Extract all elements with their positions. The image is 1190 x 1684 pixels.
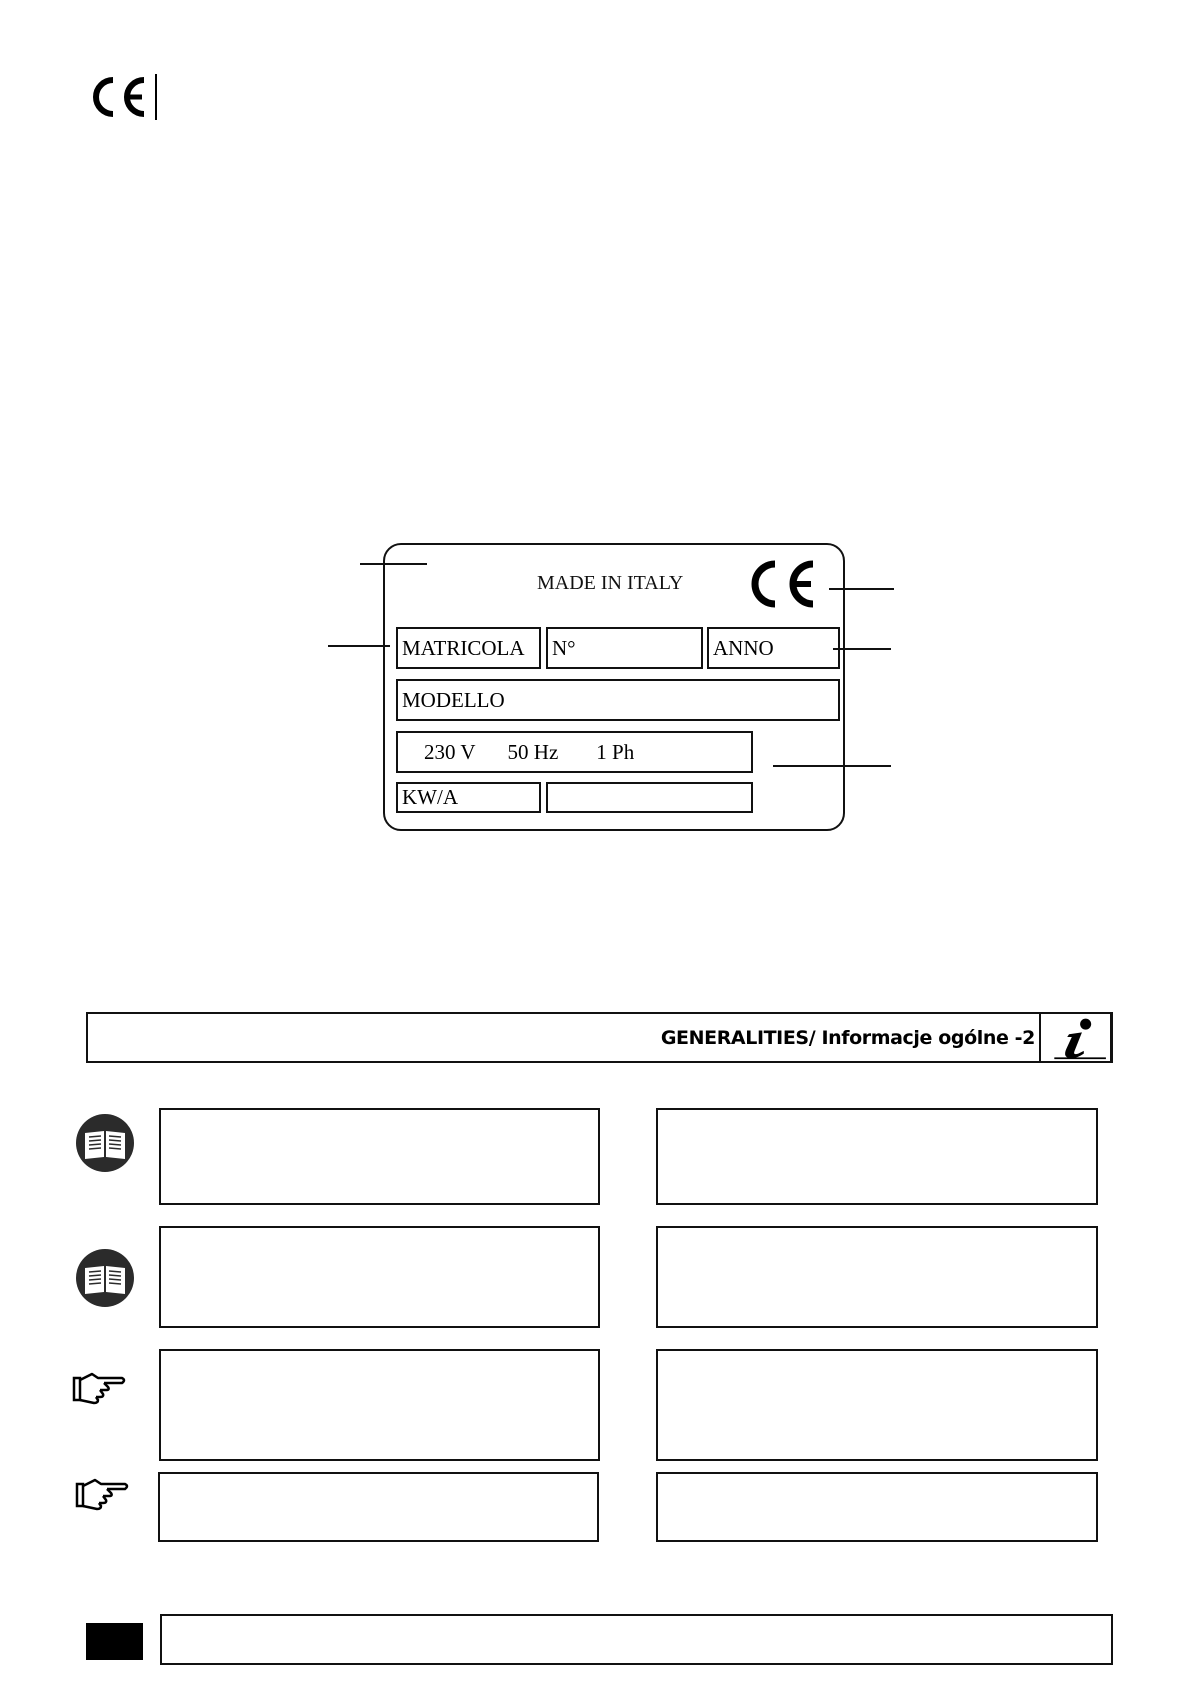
content-box-row1-right <box>656 1108 1098 1205</box>
footer-bar <box>160 1614 1113 1665</box>
footer-page-marker <box>86 1623 143 1660</box>
rating-plate <box>383 543 845 831</box>
content-box-row4-right <box>656 1472 1098 1542</box>
power-value-field <box>546 782 753 813</box>
content-box-row1-left <box>159 1108 600 1205</box>
content-box-row4-left <box>158 1472 599 1542</box>
year-field: ANNO <box>707 627 840 669</box>
section-title: GENERALITIES/ Informacje ogólne -2 <box>660 1026 1035 1049</box>
ce-mark-icon <box>745 557 825 611</box>
content-box-row2-right <box>656 1226 1098 1328</box>
leader-line-matricola <box>328 645 390 647</box>
serial-number-field: N° <box>546 627 703 669</box>
phase-value: 1 Ph <box>596 739 635 764</box>
model-field: MODELLO <box>396 679 840 721</box>
content-box-row3-left <box>159 1349 600 1461</box>
matricola-field: MATRICOLA <box>396 627 541 669</box>
info-i-icon <box>1041 1014 1110 1061</box>
power-label-field: KW/A <box>396 782 541 813</box>
frequency-value: 50 Hz <box>507 739 559 764</box>
content-box-row2-left <box>159 1226 600 1328</box>
electrical-specs-field <box>396 731 753 773</box>
made-in-label: MADE IN ITALY <box>537 572 684 594</box>
pointing-hand-icon <box>75 1474 131 1512</box>
book-icon <box>75 1248 135 1308</box>
ce-mark-icon <box>86 72 166 122</box>
content-box-row3-right <box>656 1349 1098 1461</box>
pointing-hand-icon <box>72 1368 128 1406</box>
section-header <box>86 1012 1113 1063</box>
voltage-value: 230 V <box>424 739 476 764</box>
info-box <box>1039 1012 1113 1063</box>
book-icon <box>75 1113 135 1173</box>
